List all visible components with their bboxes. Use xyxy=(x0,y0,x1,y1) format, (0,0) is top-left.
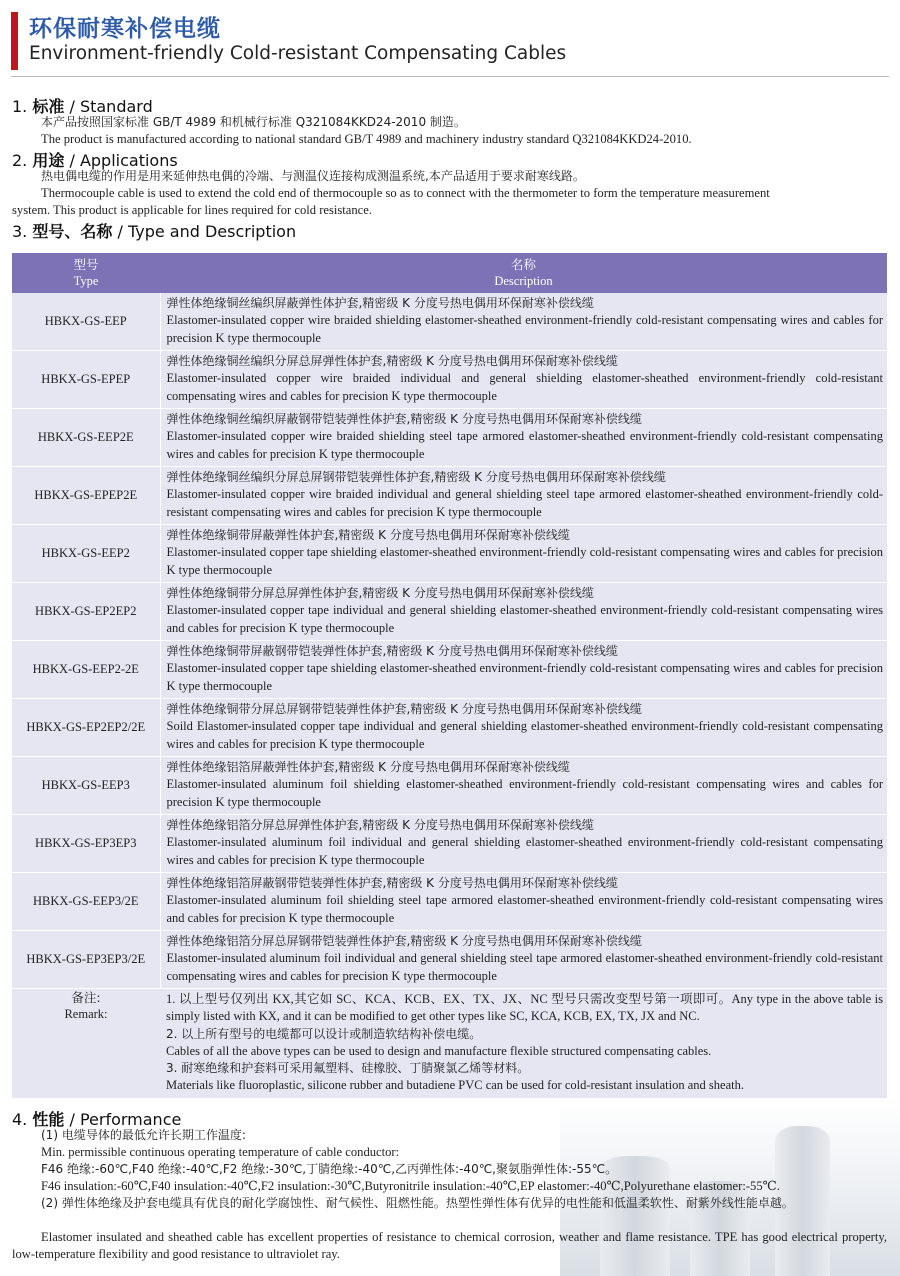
description-en: Elastomer-insulated aluminum foil individual and general shielding steel tape armored elastomer-sheathed environment-friendly cold-resistant compensating wires and cables for precision K type thermocouple xyxy=(166,951,883,983)
description-en: Elastomer-insulated copper wire braided individual and general shielding steel tape armored elastomer-sheathed environment-friendly cold-resistant compensating wires and cables for precision K type thermocouple xyxy=(166,487,883,519)
column-header-description xyxy=(160,253,887,293)
section-number: 4. xyxy=(12,1110,28,1129)
description-en: Soild Elastomer-insulated copper tape individual and general shielding elastomer-sheathed environment-friendly cold-resistant compensating wires and cables for precision K type thermocouple xyxy=(166,719,883,751)
performance-p1-en: Min. permissible continuous operating temperature of cable conductor: xyxy=(41,1145,400,1159)
section-title-en: / Performance xyxy=(64,1110,182,1129)
description-cell xyxy=(160,409,887,467)
remark-label-cn: 备注: xyxy=(71,990,101,1005)
performance-temps-en: F46 insulation:-60℃,F40 insulation:-40℃,F2 insulation:-30℃,Butyronitrile insulation:-40℃,EP elastomer:-40℃,Polyurethane elastomer:-55℃. xyxy=(41,1179,780,1193)
type-cell: HBKX-GS-EPEP2E xyxy=(12,467,160,525)
section-title-cn: 标准 xyxy=(32,97,65,116)
remark-label-en: Remark: xyxy=(64,1007,108,1021)
section-title-cn: 型号、名称 xyxy=(32,222,113,241)
description-cn: 弹性体绝缘铝箔分屏总屏弹性体护套,精密级 K 分度号热电偶用环保耐寒补偿线缆 xyxy=(166,818,594,832)
remark-line-3-en: Materials like fluoroplastic, silicone rubber and butadiene PVC can be used for cold-resistant insulation and sheath. xyxy=(166,1078,744,1093)
type-cell: HBKX-GS-EEP3 xyxy=(12,757,160,815)
description-cn: 弹性体绝缘铜带屏蔽钢带铠装弹性体护套,精密级 K 分度号热电偶用环保耐寒补偿线缆 xyxy=(166,644,618,658)
description-en: Elastomer-insulated copper tape individual and general shielding elastomer-sheathed environment-friendly cold-resistant compensating wires and cables for precision K type thermocouple xyxy=(166,603,883,635)
type-cell: HBKX-GS-EPEP xyxy=(12,351,160,409)
description-en: Elastomer-insulated copper wire braided shielding elastomer-sheathed environment-friendly cold-resistant compensating wires and cables for precision K type thermocouple xyxy=(166,313,883,345)
page-title-en: Environment-friendly Cold-resistant Compensating Cables xyxy=(29,43,567,64)
section-title-cn: 用途 xyxy=(32,151,65,170)
description-cell xyxy=(160,699,887,757)
column-header-description-en: Description xyxy=(494,274,553,288)
standard-text-cn: 本产品按照国家标准 GB/T 4989 和机械行标准 Q321084KKD24-2010 制造。 xyxy=(41,115,466,129)
type-cell: HBKX-GS-EEP xyxy=(12,293,160,351)
remark-label-cell xyxy=(12,989,160,1099)
description-cell xyxy=(160,525,887,583)
type-cell: HBKX-GS-EP3EP3/2E xyxy=(12,931,160,989)
section-number: 1. xyxy=(12,97,28,116)
type-cell: HBKX-GS-EP3EP3 xyxy=(12,815,160,873)
performance-p2-cn: (2) 弹性体绝缘及护套电缆具有优良的耐化学腐蚀性、耐气候性、阻燃性能。热塑性弹性体有优异的电性能和低温柔软性、耐紫外线性能卓越。 xyxy=(41,1196,794,1210)
applications-text-en-2: system. This product is applicable for lines required for cold resistance. xyxy=(12,203,372,217)
table-row xyxy=(12,583,887,641)
applications-text-en-1: Thermocouple cable is used to extend the cold end of thermocouple so as to connect with the thermometer to form the temperature measurement xyxy=(41,186,770,200)
description-en: Elastomer-insulated aluminum foil individual and general shielding elastomer-sheathed environment-friendly cold-resistant compensating wires and cables for precision K type thermocouple xyxy=(166,835,883,867)
table-row xyxy=(12,873,887,931)
description-cn: 弹性体绝缘铜丝编织屏蔽弹性体护套,精密级 K 分度号热电偶用环保耐寒补偿线缆 xyxy=(166,296,594,310)
type-cell: HBKX-GS-EEP2E xyxy=(12,409,160,467)
table-row xyxy=(12,351,887,409)
column-header-type xyxy=(12,253,160,293)
remark-line-2-en: Cables of all the above types can be used to design and manufacture flexible structured compensating cables. xyxy=(166,1043,712,1058)
table-row xyxy=(12,699,887,757)
table-row xyxy=(12,293,887,351)
description-cn: 弹性体绝缘铜丝编织分屏总屏弹性体护套,精密级 K 分度号热电偶用环保耐寒补偿线缆 xyxy=(166,354,618,368)
page-title-cn: 环保耐寒补偿电缆 xyxy=(29,16,221,42)
description-cn: 弹性体绝缘铜带分屏总屏弹性体护套,精密级 K 分度号热电偶用环保耐寒补偿线缆 xyxy=(166,586,594,600)
description-cn: 弹性体绝缘铜带分屏总屏钢带铠装弹性体护套,精密级 K 分度号热电偶用环保耐寒补偿线缆 xyxy=(166,702,642,716)
table-row xyxy=(12,409,887,467)
section-title-cn: 性能 xyxy=(32,1110,65,1129)
applications-text-cn: 热电偶电缆的作用是用来延伸热电偶的冷端、与测温仪连接构成测温系统,本产品适用于要求耐寒线路。 xyxy=(41,169,585,183)
description-cell xyxy=(160,641,887,699)
performance-p1-cn: (1) 电缆导体的最低允许长期工作温度: xyxy=(41,1128,246,1142)
description-cn: 弹性体绝缘铝箔屏蔽钢带铠装弹性体护套,精密级 K 分度号热电偶用环保耐寒补偿线缆 xyxy=(166,876,618,890)
table-row xyxy=(12,641,887,699)
column-header-type-cn: 型号 xyxy=(73,257,99,272)
section-number: 2. xyxy=(12,151,28,170)
column-header-description-cn: 名称 xyxy=(510,257,536,272)
section-heading-type xyxy=(12,219,296,242)
description-en: Elastomer-insulated copper wire braided shielding steel tape armored elastomer-sheathed environment-friendly cold-resistant compensating wires and cables for precision K type thermocouple xyxy=(166,429,883,461)
description-cell xyxy=(160,873,887,931)
table-row xyxy=(12,757,887,815)
description-cn: 弹性体绝缘铜带屏蔽弹性体护套,精密级 K 分度号热电偶用环保耐寒补偿线缆 xyxy=(166,528,570,542)
remark-line-3-cn: 3. 耐寒绝缘和护套料可采用氟塑料、硅橡胶、丁腈聚氯乙烯等材料。 xyxy=(166,1061,530,1076)
description-en: Elastomer-insulated aluminum foil shielding steel tape armored elastomer-sheathed environment-friendly cold-resistant compensating wires and cables for precision K type thermocouple xyxy=(166,893,883,925)
description-cn: 弹性体绝缘铝箔分屏总屏钢带铠装弹性体护套,精密级 K 分度号热电偶用环保耐寒补偿线缆 xyxy=(166,934,642,948)
remark-cell xyxy=(160,989,887,1099)
description-en: Elastomer-insulated copper tape shielding elastomer-sheathed environment-friendly cold-resistant compensating wires and cables for precision K type thermocouple xyxy=(166,661,883,693)
accent-bar xyxy=(11,12,18,70)
type-cell: HBKX-GS-EP2EP2/2E xyxy=(12,699,160,757)
description-cell xyxy=(160,757,887,815)
table-row xyxy=(12,467,887,525)
type-cell: HBKX-GS-EEP2-2E xyxy=(12,641,160,699)
type-cell: HBKX-GS-EP2EP2 xyxy=(12,583,160,641)
performance-temps-cn: F46 绝缘:-60℃,F40 绝缘:-40℃,F2 绝缘:-30℃,丁腈绝缘:-40℃,乙丙弹性体:-40℃,聚氨脂弹性体:-55℃。 xyxy=(41,1162,618,1176)
section-number: 3. xyxy=(12,222,28,241)
table-row xyxy=(12,931,887,989)
type-cell: HBKX-GS-EEP2 xyxy=(12,525,160,583)
remark-row xyxy=(12,989,887,1099)
header-divider xyxy=(11,76,889,77)
table-header-row xyxy=(12,253,887,293)
description-cn: 弹性体绝缘铜丝编织屏蔽钢带铠装弹性体护套,精密级 K 分度号热电偶用环保耐寒补偿线缆 xyxy=(166,412,642,426)
type-description-table xyxy=(12,253,887,1099)
type-cell: HBKX-GS-EEP3/2E xyxy=(12,873,160,931)
description-cell xyxy=(160,931,887,989)
table-row xyxy=(12,525,887,583)
section-title-en: / Applications xyxy=(64,151,178,170)
performance-p2-en: Elastomer insulated and sheathed cable has excellent properties of resistance to chemical corrosion, weather and flame resistance. TPE has good electrical property, low-temperature flexibility and good resistance to ultraviolet ray. xyxy=(12,1230,887,1261)
description-cell xyxy=(160,815,887,873)
description-cn: 弹性体绝缘铜丝编织分屏总屏钢带铠装弹性体护套,精密级 K 分度号热电偶用环保耐寒补偿线缆 xyxy=(166,470,666,484)
description-cn: 弹性体绝缘铝箔屏蔽弹性体护套,精密级 K 分度号热电偶用环保耐寒补偿线缆 xyxy=(166,760,570,774)
remark-line-1: 1. 以上型号仅列出 KX,其它如 SC、KCA、KCB、EX、TX、JX、NC 型号只需改变型号第一项即可。Any type in the above table is simply listed with KX, and it can be modified to get other types like SC, KCA, KCB, EX, TX, JX and NC. xyxy=(166,992,883,1024)
remark-line-2-cn: 2. 以上所有型号的电缆都可以设计或制造软结构补偿电缆。 xyxy=(166,1026,482,1041)
description-cell xyxy=(160,293,887,351)
table-row xyxy=(12,815,887,873)
column-header-type-en: Type xyxy=(73,274,99,288)
description-cell xyxy=(160,583,887,641)
description-en: Elastomer-insulated copper wire braided individual and general shielding elastomer-sheathed environment-friendly cold-resistant compensating wires and cables for precision K type thermocouple xyxy=(166,371,883,403)
description-cell xyxy=(160,351,887,409)
section-title-en: / Type and Description xyxy=(112,222,297,241)
section-title-en: / Standard xyxy=(64,97,153,116)
description-en: Elastomer-insulated copper tape shielding elastomer-sheathed environment-friendly cold-resistant compensating wires and cables for precision K type thermocouple xyxy=(166,545,883,577)
standard-text-en: The product is manufactured according to national standard GB/T 4989 and machinery industry standard Q321084KKD24-2010. xyxy=(41,132,692,146)
description-en: Elastomer-insulated aluminum foil shielding elastomer-sheathed environment-friendly cold-resistant compensating wires and cables for precision K type thermocouple xyxy=(166,777,883,809)
description-cell xyxy=(160,467,887,525)
